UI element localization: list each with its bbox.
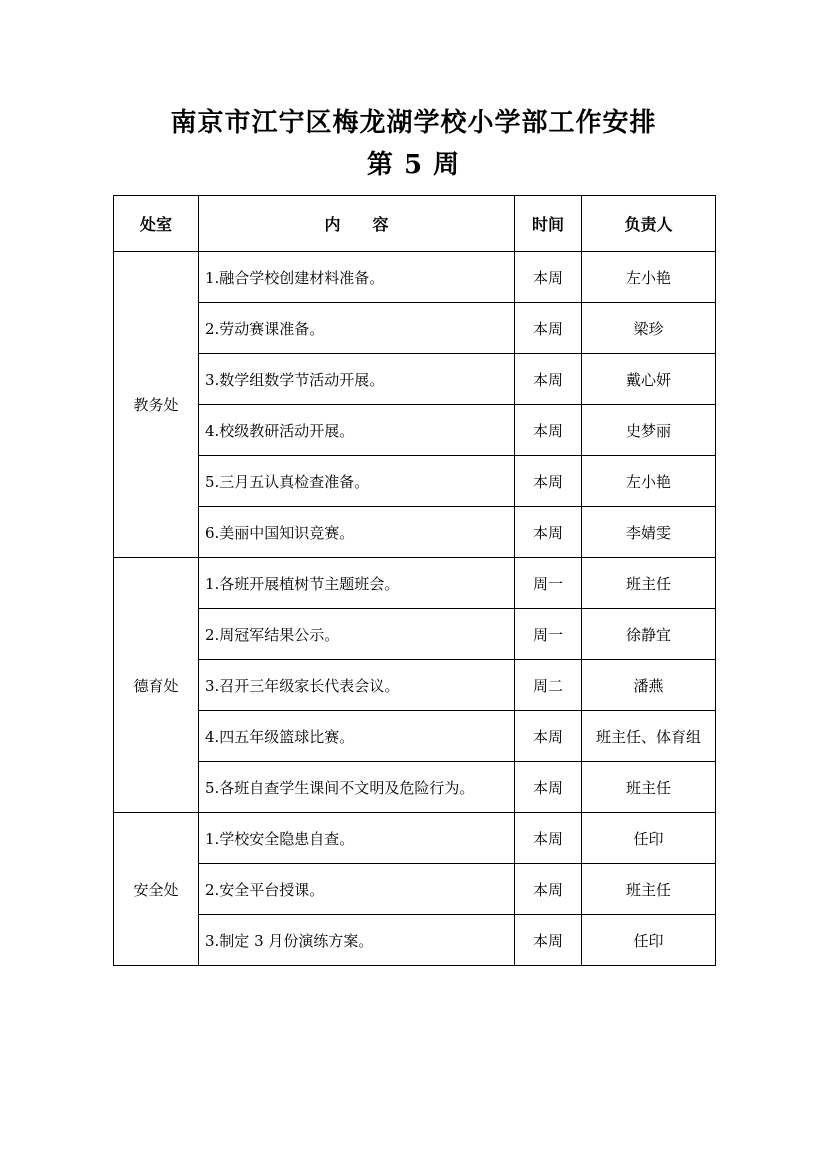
time-cell: 本周 xyxy=(515,456,582,507)
time-cell: 本周 xyxy=(515,507,582,558)
owner-cell: 班主任 xyxy=(582,558,716,609)
owner-cell: 李婧雯 xyxy=(582,507,716,558)
owner-cell: 戴心妍 xyxy=(582,354,716,405)
owner-cell: 左小艳 xyxy=(582,252,716,303)
header-owner: 负责人 xyxy=(582,196,716,252)
table-row xyxy=(114,915,716,966)
content-cell: 3.数学组数学节活动开展。 xyxy=(199,354,515,405)
table-row xyxy=(114,609,716,660)
content-cell: 6.美丽中国知识竞赛。 xyxy=(199,507,515,558)
content-cell: 5.三月五认真检查准备。 xyxy=(199,456,515,507)
header-time: 时间 xyxy=(515,196,582,252)
table-row xyxy=(114,507,716,558)
week-subtitle: 第 5 周 xyxy=(366,150,461,180)
time-cell: 本周 xyxy=(515,813,582,864)
time-cell: 本周 xyxy=(515,762,582,813)
time-cell: 周一 xyxy=(515,609,582,660)
time-cell: 本周 xyxy=(515,303,582,354)
table-row xyxy=(114,711,716,762)
content-cell: 4.校级教研活动开展。 xyxy=(199,405,515,456)
content-cell: 4.四五年级篮球比赛。 xyxy=(199,711,515,762)
owner-cell: 班主任 xyxy=(582,864,716,915)
time-cell: 本周 xyxy=(515,915,582,966)
content-cell: 2.周冠军结果公示。 xyxy=(199,609,515,660)
owner-cell: 潘燕 xyxy=(582,660,716,711)
table-row xyxy=(114,252,716,303)
dept-cell-safety: 安全处 xyxy=(114,813,199,966)
table-row xyxy=(114,405,716,456)
time-cell: 本周 xyxy=(515,711,582,762)
owner-cell: 徐静宜 xyxy=(582,609,716,660)
dept-cell-academic: 教务处 xyxy=(114,252,199,558)
time-cell: 本周 xyxy=(515,405,582,456)
table-row xyxy=(114,558,716,609)
table-row xyxy=(114,456,716,507)
owner-cell: 左小艳 xyxy=(582,456,716,507)
table-row xyxy=(114,660,716,711)
content-cell: 2.安全平台授课。 xyxy=(199,864,515,915)
content-cell: 1.各班开展植树节主题班会。 xyxy=(199,558,515,609)
content-cell: 1.融合学校创建材料准备。 xyxy=(199,252,515,303)
content-cell: 3.制定 3 月份演练方案。 xyxy=(199,915,515,966)
time-cell: 本周 xyxy=(515,864,582,915)
content-cell: 1.学校安全隐患自查。 xyxy=(199,813,515,864)
schedule-table xyxy=(113,195,716,966)
owner-cell: 梁珍 xyxy=(582,303,716,354)
content-cell: 3.召开三年级家长代表会议。 xyxy=(199,660,515,711)
table-row xyxy=(114,354,716,405)
table-row xyxy=(114,813,716,864)
owner-cell: 班主任 xyxy=(582,762,716,813)
table-row xyxy=(114,864,716,915)
time-cell: 周二 xyxy=(515,660,582,711)
header-dept: 处室 xyxy=(114,196,199,252)
content-cell: 5.各班自查学生课间不文明及危险行为。 xyxy=(199,762,515,813)
table-row xyxy=(114,303,716,354)
time-cell: 本周 xyxy=(515,354,582,405)
dept-cell-moral: 德育处 xyxy=(114,558,199,813)
owner-cell: 史梦丽 xyxy=(582,405,716,456)
owner-cell: 任印 xyxy=(582,915,716,966)
owner-cell: 任印 xyxy=(582,813,716,864)
owner-cell: 班主任、体育组 xyxy=(582,711,716,762)
time-cell: 本周 xyxy=(515,252,582,303)
header-content: 内 容 xyxy=(199,196,515,252)
time-cell: 周一 xyxy=(515,558,582,609)
table-row xyxy=(114,762,716,813)
content-cell: 2.劳动赛课准备。 xyxy=(199,303,515,354)
page-title: 南京市江宁区梅龙湖学校小学部工作安排 xyxy=(170,108,657,138)
header-row xyxy=(114,196,716,252)
